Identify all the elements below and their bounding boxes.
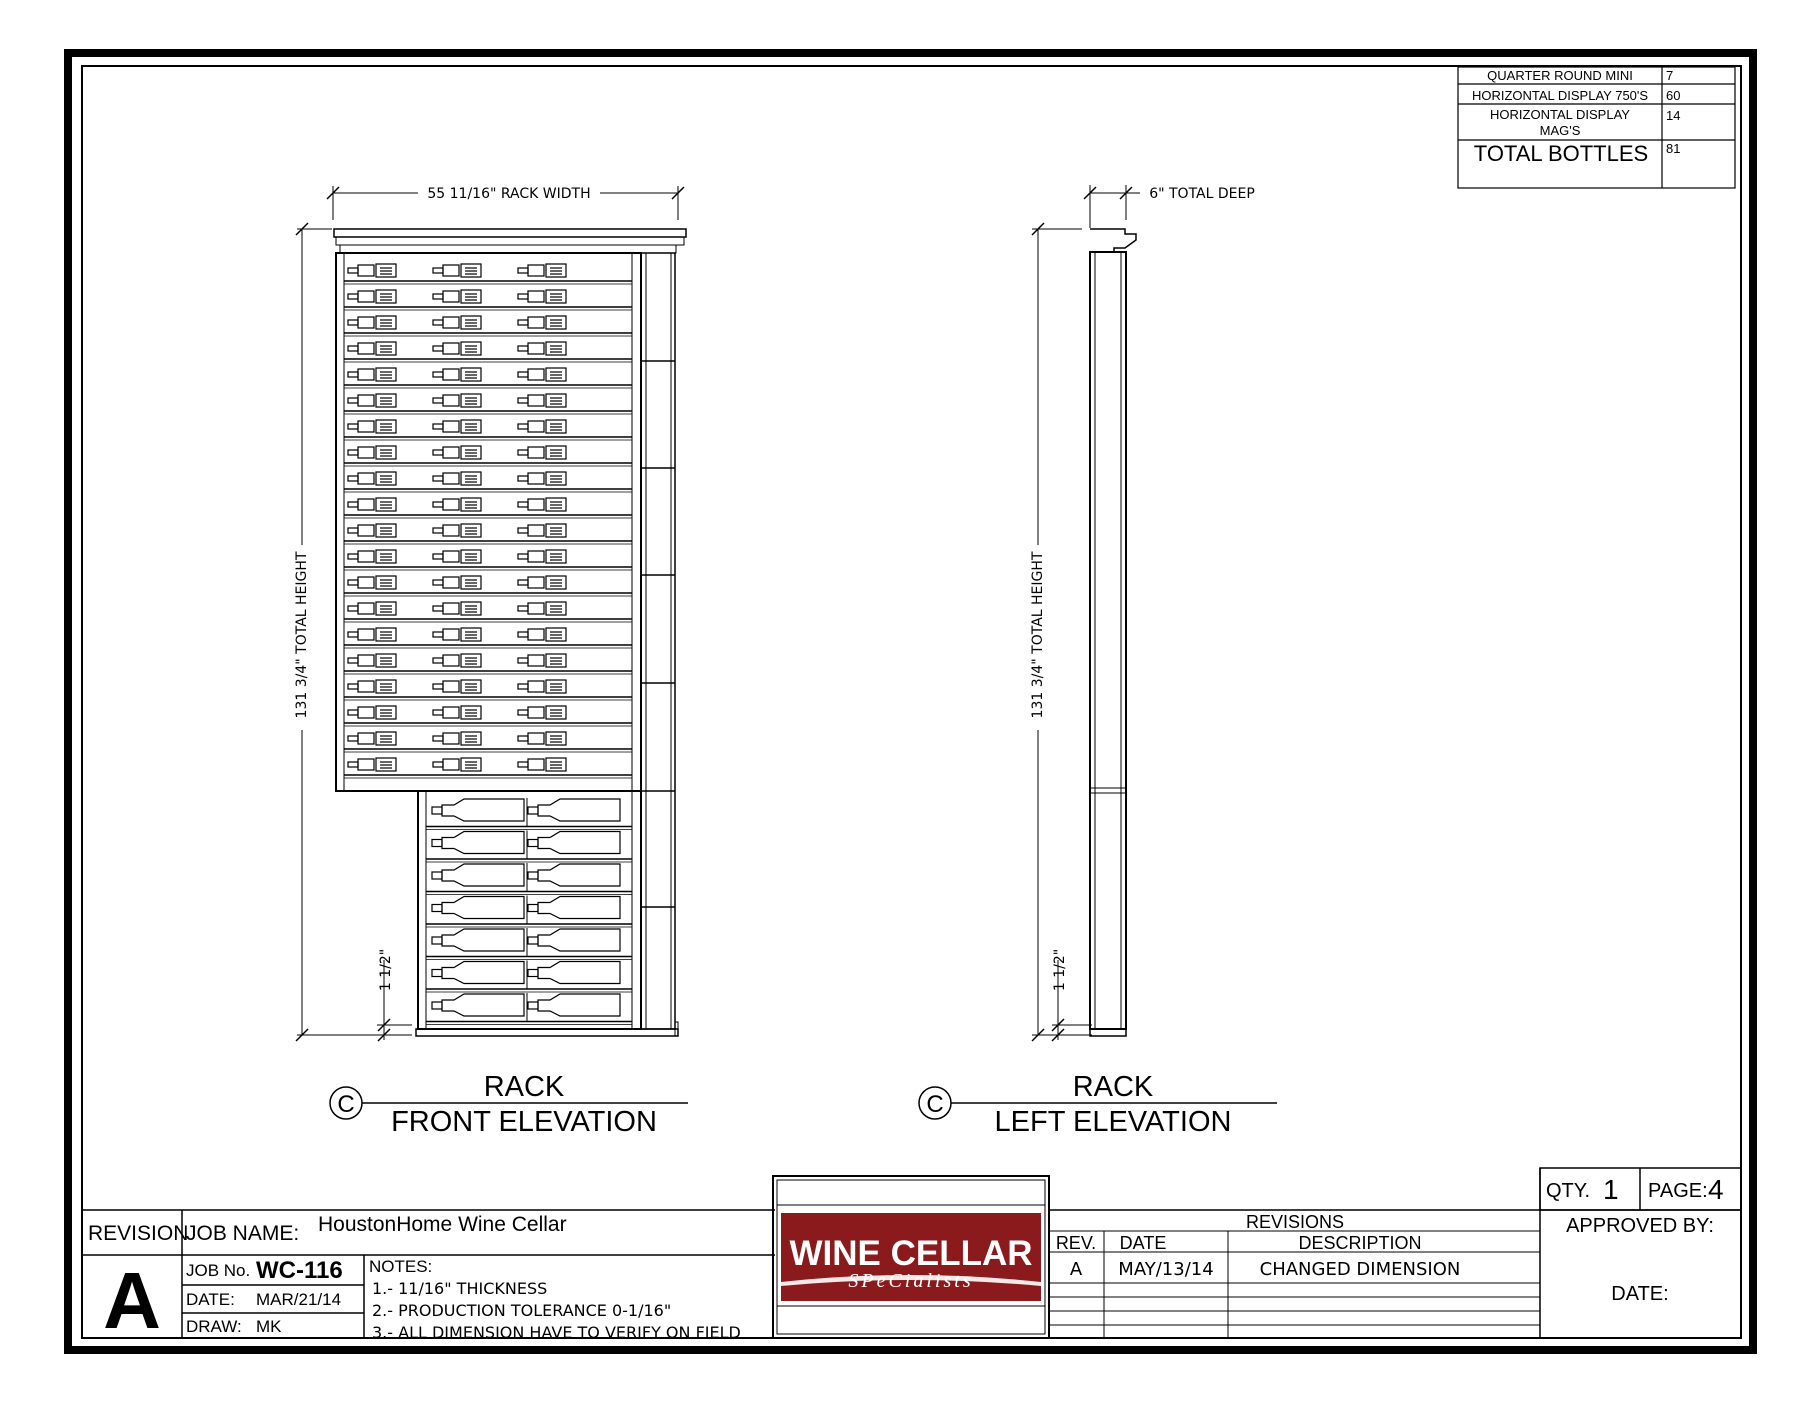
- bottle-icon: [518, 654, 566, 667]
- table-row-label-line2: MAG'S: [1539, 123, 1581, 138]
- bottle-icon: [518, 680, 566, 693]
- bottle-icon: [348, 316, 396, 329]
- table-row-value: 60: [1666, 88, 1681, 103]
- revision-value: A: [103, 1256, 161, 1345]
- bottle-icon: [348, 264, 396, 277]
- magnum-bottle-icon: [432, 864, 524, 886]
- magnum-row: [426, 961, 632, 993]
- total-bottles-value: 81: [1666, 141, 1681, 156]
- bottle-row: [344, 264, 632, 284]
- bottle-icon: [348, 524, 396, 537]
- draw-label: DRAW:: [186, 1317, 242, 1336]
- bottle-count-table: [1458, 67, 1735, 188]
- bottle-icon: [433, 394, 481, 407]
- magnum-bottle-icon: [528, 799, 620, 821]
- bottle-icon: [348, 628, 396, 641]
- bottle-row: [344, 680, 632, 700]
- bottle-icon: [433, 498, 481, 511]
- revision-description: CHANGED DIMENSION: [1259, 1259, 1461, 1280]
- bottle-icon: [433, 420, 481, 433]
- front-title-line1: RACK: [483, 1071, 565, 1103]
- bottle-row: [344, 576, 632, 596]
- bottle-icon: [518, 446, 566, 459]
- bottle-icon: [348, 498, 396, 511]
- front-upper-bottle-rows: [344, 264, 632, 778]
- bottle-icon: [518, 602, 566, 615]
- magnum-bottle-icon: [528, 897, 620, 919]
- bottle-icon: [518, 342, 566, 355]
- magnum-bottle-icon: [432, 832, 524, 854]
- bottle-row: [344, 654, 632, 674]
- qty-value: 1: [1603, 1174, 1619, 1205]
- bottle-icon: [518, 472, 566, 485]
- bottle-row: [344, 472, 632, 492]
- bottle-row: [344, 394, 632, 414]
- approved-by-label: APPROVED BY:: [1566, 1215, 1714, 1237]
- approved-date-label: DATE:: [1611, 1283, 1669, 1305]
- bottle-row: [344, 342, 632, 362]
- magnum-row: [426, 928, 632, 960]
- side-base-height-dimension: 1 1/2": [1052, 948, 1068, 992]
- job-no: WC-116: [256, 1257, 343, 1284]
- bottle-icon: [348, 446, 396, 459]
- bottle-icon: [348, 602, 396, 615]
- logo-line2: SPeCialists: [848, 1270, 974, 1292]
- section-marker-letter: C: [337, 1091, 355, 1118]
- front-title-line2: FRONT ELEVATION: [391, 1106, 657, 1138]
- left-title-line1: RACK: [1072, 1071, 1154, 1103]
- bottle-icon: [518, 498, 566, 511]
- revision-rev: A: [1069, 1259, 1083, 1280]
- bottle-icon: [518, 290, 566, 303]
- bottle-icon: [348, 420, 396, 433]
- base-height-dimension: 1 1/2": [378, 948, 394, 992]
- magnum-row: [426, 798, 632, 830]
- left-elevation-title: [919, 1071, 1277, 1138]
- section-marker-letter: C: [926, 1091, 944, 1118]
- bottle-icon: [433, 732, 481, 745]
- bottle-icon: [518, 420, 566, 433]
- left-title-line2: LEFT ELEVATION: [994, 1106, 1232, 1138]
- bottle-icon: [518, 706, 566, 719]
- bottle-icon: [348, 758, 396, 771]
- job-no-label: JOB No.: [186, 1261, 251, 1280]
- date-label: DATE:: [186, 1290, 235, 1309]
- bottle-icon: [433, 680, 481, 693]
- bottle-icon: [348, 654, 396, 667]
- bottle-icon: [348, 472, 396, 485]
- job-name-label: JOB NAME:: [186, 1222, 300, 1245]
- bottle-icon: [433, 342, 481, 355]
- bottle-row: [344, 758, 632, 778]
- bottle-icon: [348, 732, 396, 745]
- notes-label: NOTES:: [369, 1257, 433, 1276]
- bottle-icon: [348, 550, 396, 563]
- bottle-row: [344, 732, 632, 752]
- left-elevation: [1032, 185, 1140, 1041]
- magnum-bottle-icon: [432, 994, 524, 1016]
- total-bottles-label: TOTAL BOTTLES: [1473, 141, 1649, 166]
- revision-label: REVISION: [88, 1222, 189, 1245]
- front-elevation: [296, 186, 686, 1041]
- bottle-row: [344, 602, 632, 622]
- bottle-row: [344, 524, 632, 544]
- wine-cellar-specialists-logo: [781, 1213, 1041, 1301]
- bottle-icon: [433, 472, 481, 485]
- magnum-bottle-icon: [432, 799, 524, 821]
- table-row-label: HORIZONTAL DISPLAY 750'S: [1471, 88, 1649, 103]
- magnum-bottle-icon: [528, 962, 620, 984]
- page-value: 4: [1708, 1174, 1724, 1205]
- bottle-icon: [348, 290, 396, 303]
- job-name: HoustonHome Wine Cellar: [318, 1213, 567, 1236]
- bottle-icon: [433, 290, 481, 303]
- magnum-bottle-icon: [528, 929, 620, 951]
- bottle-row: [344, 368, 632, 388]
- magnum-bottle-icon: [432, 897, 524, 919]
- table-row-label: HORIZONTAL DISPLAY: [1490, 107, 1630, 122]
- note-line: 2.- PRODUCTION TOLERANCE 0-1/16": [372, 1301, 672, 1320]
- magnum-bottle-icon: [432, 962, 524, 984]
- bottle-icon: [518, 758, 566, 771]
- bottle-row: [344, 550, 632, 570]
- bottle-icon: [433, 628, 481, 641]
- magnum-bottle-icon: [528, 994, 620, 1016]
- draw-value: MK: [256, 1317, 282, 1336]
- total-height-dimension: 131 3/4" TOTAL HEIGHT: [294, 551, 310, 719]
- bottle-icon: [433, 368, 481, 381]
- side-total-height-dimension: 131 3/4" TOTAL HEIGHT: [1030, 551, 1046, 719]
- table-row-value: 14: [1666, 108, 1681, 123]
- bottle-icon: [433, 602, 481, 615]
- note-line: 3.- ALL DIMENSION HAVE TO VERIFY ON FIELD: [372, 1323, 741, 1342]
- bottle-icon: [348, 368, 396, 381]
- date-value: MAR/21/14: [256, 1290, 342, 1309]
- magnum-bottle-icon: [528, 832, 620, 854]
- front-elevation-title: [330, 1071, 688, 1138]
- bottle-row: [344, 446, 632, 466]
- page-label: PAGE:: [1648, 1180, 1708, 1202]
- bottle-icon: [348, 342, 396, 355]
- magnum-bottle-icon: [432, 929, 524, 951]
- magnum-row: [426, 896, 632, 928]
- bottle-icon: [433, 550, 481, 563]
- front-lower-magnum-rows: [426, 798, 632, 1025]
- bottle-icon: [433, 576, 481, 589]
- bottle-row: [344, 628, 632, 648]
- bottle-icon: [348, 576, 396, 589]
- bottle-icon: [433, 654, 481, 667]
- bottle-row: [344, 706, 632, 726]
- bottle-icon: [348, 706, 396, 719]
- bottle-icon: [518, 550, 566, 563]
- rev-column-header: REV.: [1055, 1233, 1097, 1253]
- bottle-icon: [518, 316, 566, 329]
- logo-line1: WINE CELLAR: [789, 1234, 1033, 1273]
- bottle-icon: [348, 680, 396, 693]
- magnum-row: [426, 831, 632, 863]
- note-line: 1.- 11/16" THICKNESS: [372, 1279, 548, 1298]
- bottle-icon: [348, 394, 396, 407]
- revisions-title: REVISIONS: [1245, 1212, 1345, 1232]
- bottle-icon: [433, 316, 481, 329]
- magnum-row: [426, 993, 632, 1025]
- bottle-icon: [433, 264, 481, 277]
- bottle-icon: [518, 524, 566, 537]
- bottle-icon: [518, 576, 566, 589]
- bottle-icon: [433, 706, 481, 719]
- total-depth-dimension: 6" TOTAL DEEP: [1149, 186, 1255, 202]
- bottle-icon: [433, 758, 481, 771]
- bottle-row: [344, 498, 632, 518]
- inner-border: [82, 66, 1741, 1338]
- bottle-icon: [433, 446, 481, 459]
- qty-label: QTY.: [1546, 1180, 1591, 1202]
- bottle-icon: [518, 368, 566, 381]
- revision-date: MAY/13/14: [1118, 1259, 1214, 1280]
- outer-border: [68, 53, 1753, 1350]
- bottle-row: [344, 420, 632, 440]
- bottle-row: [344, 316, 632, 336]
- table-row-label: QUARTER ROUND MINI: [1487, 68, 1633, 83]
- bottle-icon: [518, 394, 566, 407]
- bottle-icon: [518, 732, 566, 745]
- bottle-row: [344, 290, 632, 310]
- bottle-icon: [518, 628, 566, 641]
- magnum-bottle-icon: [528, 864, 620, 886]
- description-column-header: DESCRIPTION: [1298, 1233, 1422, 1253]
- bottle-icon: [518, 264, 566, 277]
- rack-width-dimension: 55 11/16" RACK WIDTH: [427, 186, 591, 202]
- magnum-row: [426, 863, 632, 895]
- bottle-icon: [433, 524, 481, 537]
- table-row-value: 7: [1666, 68, 1674, 83]
- date-column-header: DATE: [1119, 1233, 1167, 1253]
